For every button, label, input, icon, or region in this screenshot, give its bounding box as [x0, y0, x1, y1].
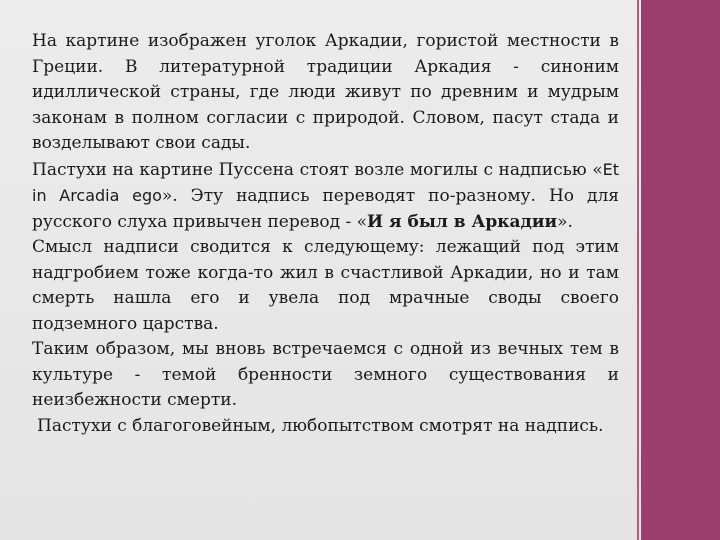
decorative-sidebar	[641, 0, 720, 540]
paragraph-meaning: Смысл надписи сводится к следующему: лежащий под этим надгробием тоже когда-то жил в счастливой Аркадии, но и там смерть нашла его и увела под мрачные своды своего подземного царства.	[32, 237, 619, 334]
text-body	[32, 29, 619, 439]
paragraph-eternal-theme: Таким образом, мы вновь встречаемся с одной из вечных тем в культуре - темой бренности земного существования и неизбежности смерти.	[32, 339, 619, 410]
inscription-text-after: ».	[557, 211, 573, 232]
sidebar-divider	[637, 0, 639, 540]
inscription-text-middle: ». Эту надпись переводят по-разному. Но для русского слуха привычен перевод - «	[32, 186, 619, 232]
inscription-text-before: Пастухи на картине Пуссена стоят возле могилы с надписью «	[32, 159, 603, 180]
paragraph-shepherds: Пастухи с благоговейным, любопытством смотрят на надпись.	[37, 415, 604, 436]
russian-translation: И я был в Аркадии	[367, 211, 558, 232]
paragraph-inscription	[32, 157, 619, 236]
paragraph-arcadia-intro: На картине изображен уголок Аркадии, гористой местности в Греции. В литературной традиции Аркадия - синоним идиллической страны, где люди живут по древним и мудрым законам в полном согласии с природой. Словом, пасут стада и возделывают свои сады.	[32, 31, 619, 153]
latin-inscription: Et in Arcadia ego	[32, 159, 619, 205]
